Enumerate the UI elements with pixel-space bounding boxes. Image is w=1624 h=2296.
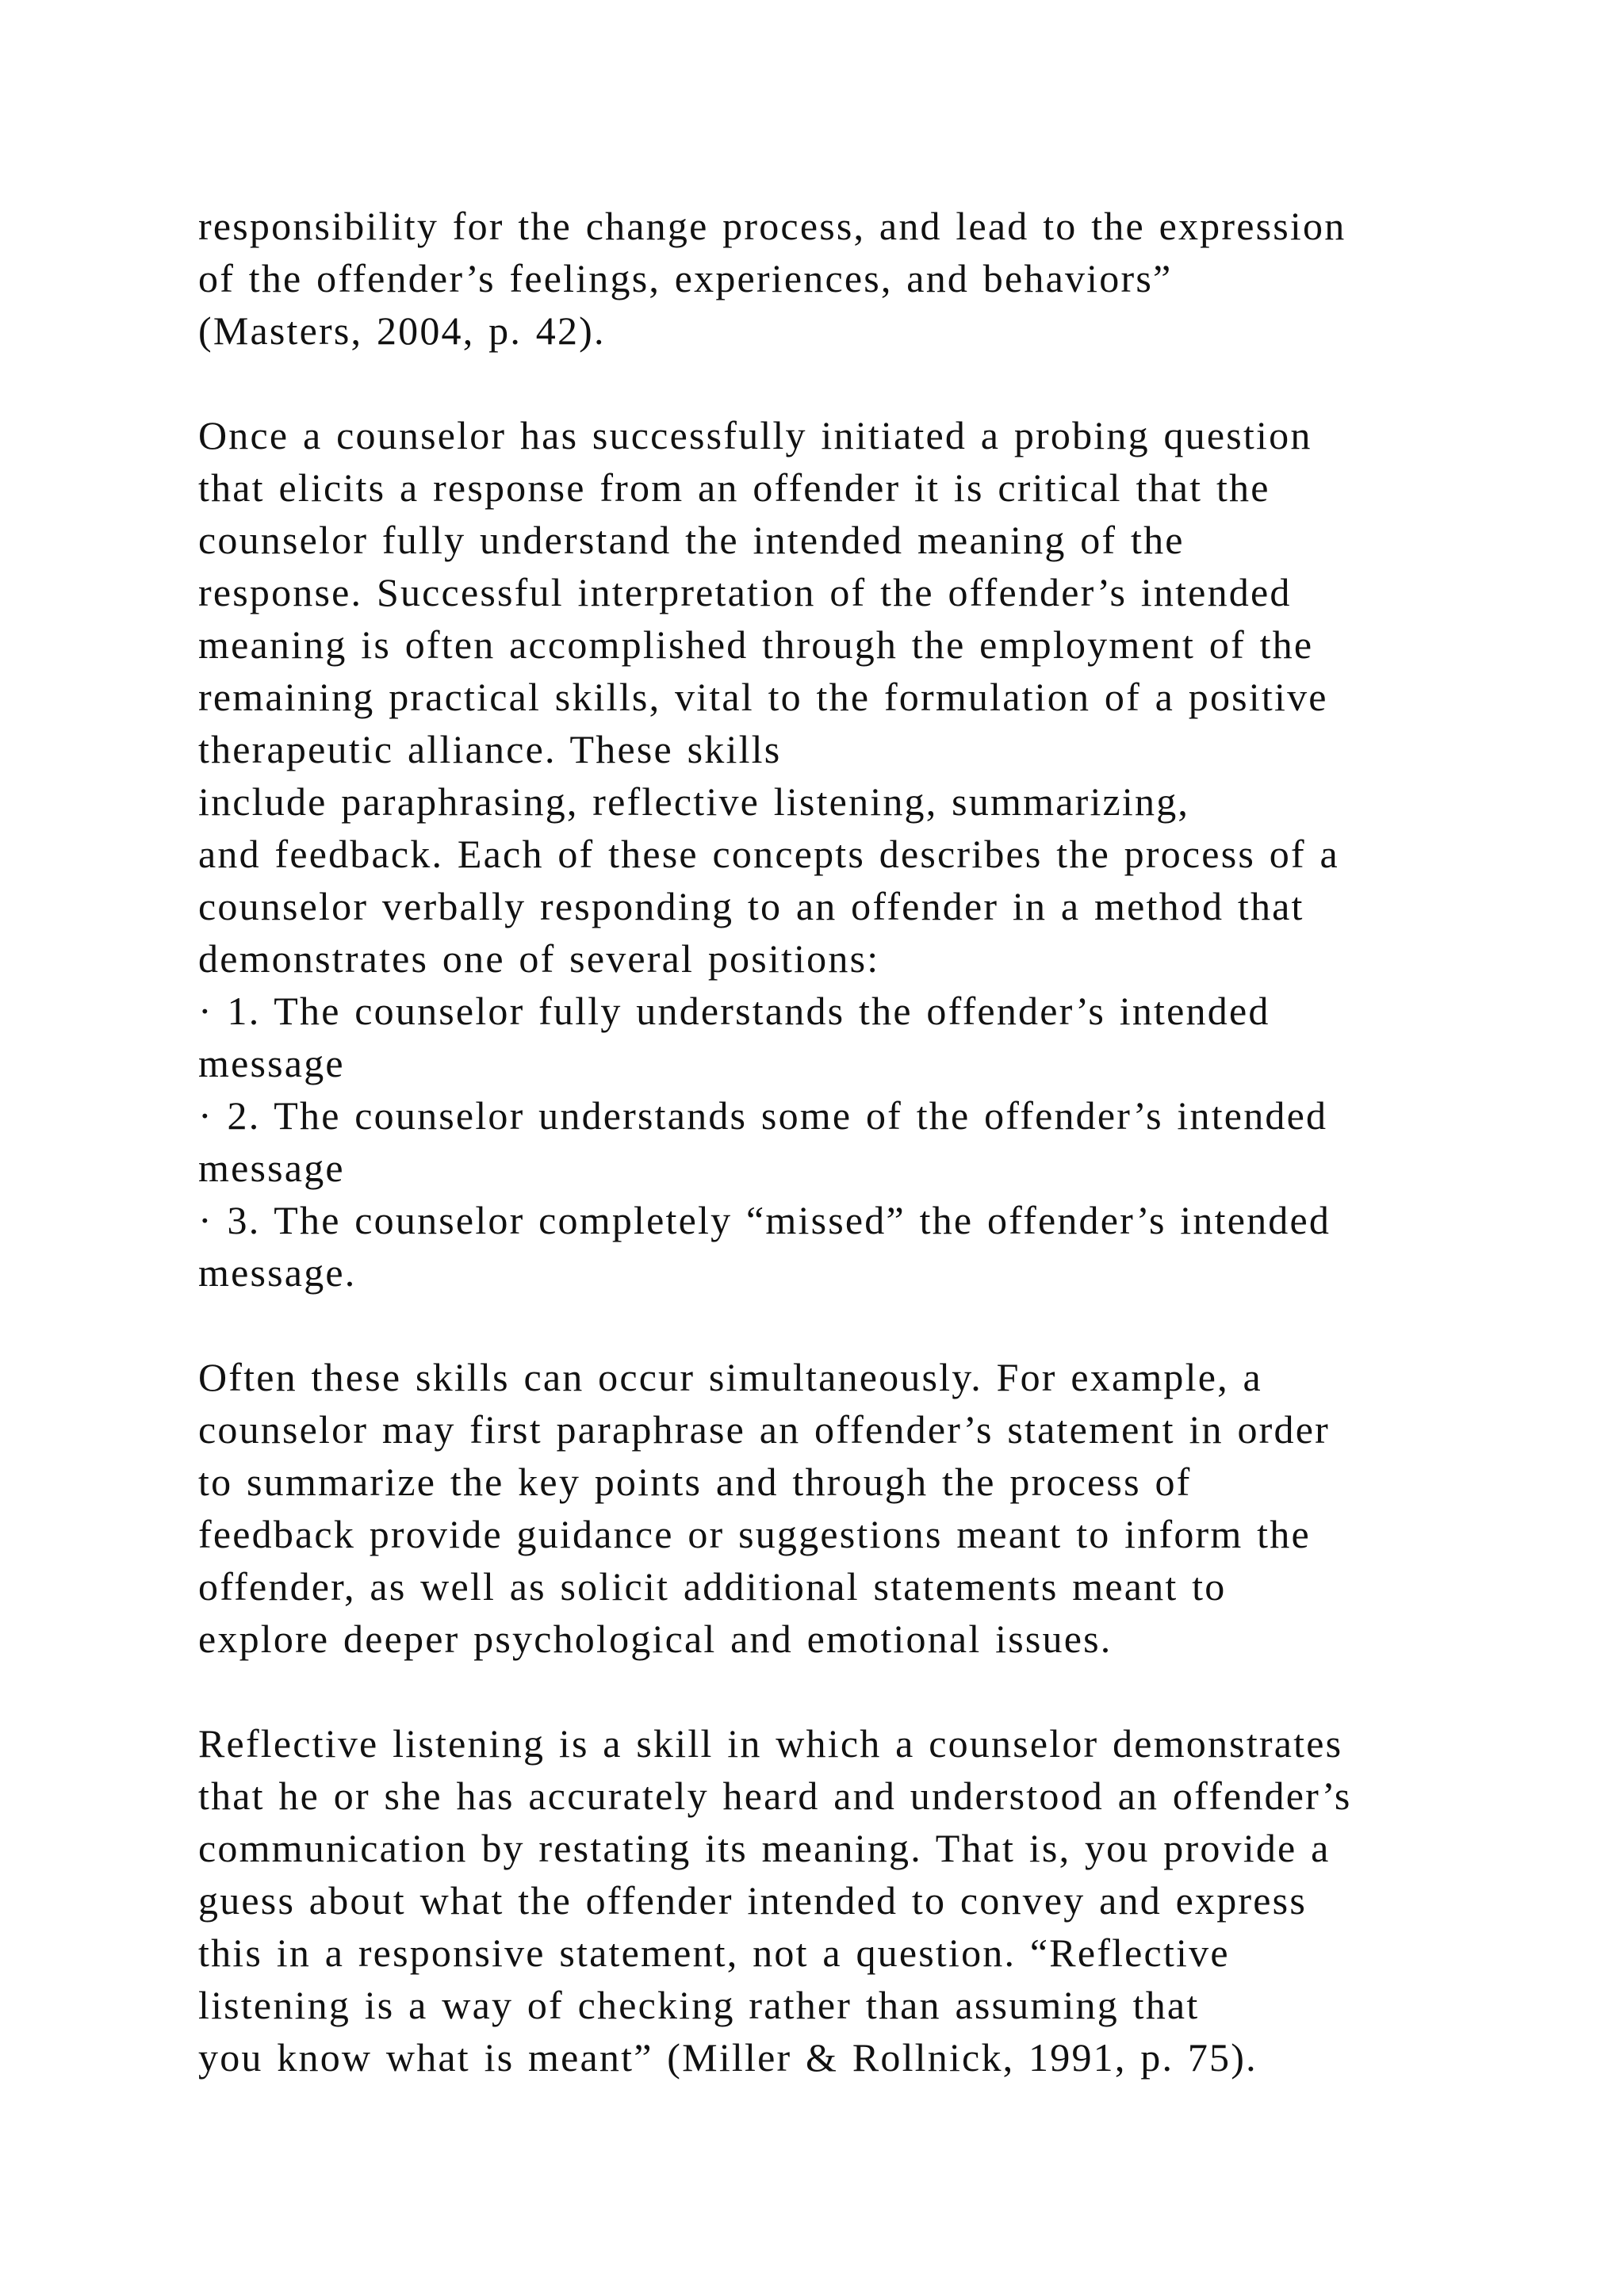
list-item-1: · 1. The counselor fully understands the offender’s intended (198, 989, 1270, 1033)
list-item-2-continuation: message (198, 1146, 345, 1190)
text-line: Once a counselor has successfully initiated a probing question (198, 413, 1312, 457)
paragraph-2 (198, 409, 1499, 1299)
list-item-2: · 2. The counselor understands some of the offender’s intended (198, 1093, 1328, 1138)
text-line: counselor may first paraphrase an offender’s statement in order (198, 1407, 1330, 1452)
text-line: offender, as well as solicit additional statements meant to (198, 1564, 1227, 1609)
text-line: include paraphrasing, reflective listening, summarizing, (198, 779, 1190, 824)
paragraph-3 (198, 1351, 1499, 1665)
text-line: meaning is often accomplished through the employment of the (198, 622, 1314, 667)
paragraph-4 (198, 1717, 1499, 2084)
text-line: you know what is meant” (Miller & Rollnick, 1991, p. 75). (198, 2035, 1258, 2080)
text-line: guess about what the offender intended to convey and express (198, 1878, 1307, 1923)
text-line: this in a responsive statement, not a question. “Reflective (198, 1931, 1230, 1975)
document-body (198, 200, 1499, 2084)
text-line: therapeutic alliance. These skills (198, 727, 782, 771)
paragraph-1 (198, 200, 1499, 357)
text-line: communication by restating its meaning. That is, you provide a (198, 1826, 1331, 1870)
text-line: (Masters, 2004, p. 42). (198, 308, 606, 353)
text-line: Reflective listening is a skill in which a counselor demonstrates (198, 1721, 1343, 1766)
text-line: and feedback. Each of these concepts describes the process of a (198, 832, 1339, 876)
text-line: to summarize the key points and through the process of (198, 1460, 1192, 1504)
text-line: counselor fully understand the intended meaning of the (198, 518, 1185, 562)
text-line: remaining practical skills, vital to the formulation of a positive (198, 675, 1328, 719)
text-line: feedback provide guidance or suggestions meant to inform the (198, 1512, 1311, 1556)
text-line: explore deeper psychological and emotional issues. (198, 1617, 1113, 1661)
text-line: response. Successful interpretation of the offender’s intended (198, 570, 1292, 614)
text-line: that elicits a response from an offender it is critical that the (198, 465, 1270, 510)
list-item-3: · 3. The counselor completely “missed” the offender’s intended (198, 1198, 1331, 1242)
paragraph-gap (198, 1665, 1499, 1717)
list-item-3-continuation: message. (198, 1250, 357, 1295)
text-line: listening is a way of checking rather than assuming that (198, 1983, 1200, 2027)
text-line: counselor verbally responding to an offender in a method that (198, 884, 1304, 928)
paragraph-gap (198, 1299, 1499, 1351)
paragraph-gap (198, 357, 1499, 409)
text-line: responsibility for the change process, and lead to the expression (198, 204, 1346, 248)
text-line: of the offender’s feelings, experiences, and behaviors” (198, 256, 1173, 300)
text-line: that he or she has accurately heard and understood an offender’s (198, 1774, 1352, 1818)
text-line: Often these skills can occur simultaneously. For example, a (198, 1355, 1262, 1399)
text-line: demonstrates one of several positions: (198, 936, 880, 981)
list-item-1-continuation: message (198, 1041, 345, 1085)
